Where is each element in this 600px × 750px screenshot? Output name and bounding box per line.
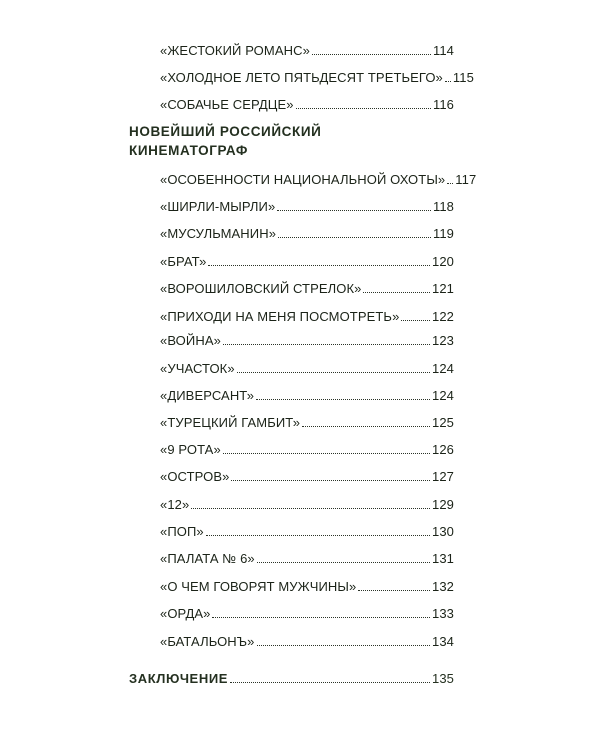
toc-entry-page: 117: [455, 172, 477, 187]
toc-entry-title: «9 РОТА»: [160, 442, 221, 457]
leader-dots: [208, 265, 430, 266]
toc-entry-title: «БАТАЛЬОНЪ»: [160, 634, 255, 649]
toc-entry-title: «ОРДА»: [160, 606, 211, 621]
leader-dots: [257, 562, 430, 563]
leader-dots: [212, 617, 430, 618]
leader-dots: [277, 210, 431, 211]
leader-dots: [223, 344, 430, 345]
toc-entry-page: 125: [432, 415, 454, 430]
toc-entry-page: 131: [432, 551, 454, 566]
toc-entry-page: 118: [432, 199, 454, 214]
toc-entry: [160, 606, 454, 622]
section-heading-line: КИНЕМАТОГРАФ: [129, 143, 249, 158]
toc-entry-page: 116: [432, 97, 454, 112]
toc-entry-page: 132: [432, 579, 454, 594]
leader-dots: [278, 237, 431, 238]
section-heading: [129, 122, 321, 160]
toc-entry-page: 127: [432, 469, 454, 484]
toc-entry-conclusion: [129, 671, 454, 687]
toc-entry-title: «ХОЛОДНОЕ ЛЕТО ПЯТЬДЕСЯТ ТРЕТЬЕГО»: [160, 70, 443, 85]
toc-entry-page: 119: [432, 226, 454, 241]
toc-entry-title: «ЖЕСТОКИЙ РОМАНС»: [160, 43, 310, 58]
toc-entry-page: 126: [432, 442, 454, 457]
leader-dots: [312, 54, 431, 55]
leader-dots: [256, 399, 430, 400]
leader-dots: [191, 508, 430, 509]
toc-entry-page: 122: [432, 309, 454, 324]
toc-entry-page: 124: [432, 388, 454, 403]
leader-dots: [296, 108, 431, 109]
leader-dots: [231, 480, 430, 481]
toc-entry-page: 135: [432, 671, 454, 686]
toc-entry-title: «ВОРОШИЛОВСКИЙ СТРЕЛОК»: [160, 281, 362, 296]
toc-entry-title: «О ЧЕМ ГОВОРЯТ МУЖЧИНЫ»: [160, 579, 357, 594]
toc-entry-title: «ДИВЕРСАНТ»: [160, 388, 255, 403]
toc-entry: [160, 97, 454, 113]
toc-entry-page: 130: [432, 524, 454, 539]
toc-entry-title: «ПРИХОДИ НА МЕНЯ ПОСМОТРЕТЬ»: [160, 309, 400, 324]
toc-entry: [160, 226, 454, 242]
toc-entry-title: «СОБАЧЬЕ СЕРДЦЕ»: [160, 97, 294, 112]
toc-entry-page: 133: [432, 606, 454, 621]
toc-entry: [160, 309, 454, 325]
toc-entry-title: «УЧАСТОК»: [160, 361, 235, 376]
toc-entry-title: «ОСТРОВ»: [160, 469, 230, 484]
toc-entry-page: 121: [432, 281, 454, 296]
toc-entry-title: ЗАКЛЮЧЕНИЕ: [129, 671, 229, 686]
toc-entry-title: «ВОЙНА»: [160, 333, 221, 348]
toc-entry: [160, 634, 454, 650]
leader-dots: [237, 372, 430, 373]
toc-entry-page: 114: [432, 43, 454, 58]
toc-entry-page: 129: [432, 497, 454, 512]
toc-entry: [160, 333, 454, 349]
section-heading-line: НОВЕЙШИЙ РОССИЙСКИЙ: [129, 124, 322, 139]
leader-dots: [445, 81, 451, 82]
leader-dots: [302, 426, 430, 427]
toc-entry-title: «12»: [160, 497, 190, 512]
toc-entry-title: «ОСОБЕННОСТИ НАЦИОНАЛЬНОЙ ОХОТЫ»: [160, 172, 446, 187]
toc-entry: [160, 199, 454, 215]
leader-dots: [223, 453, 430, 454]
toc-entry: [160, 524, 454, 540]
toc-entry: [160, 388, 454, 404]
toc-entry-page: 115: [452, 70, 474, 85]
toc-entry-page: 134: [432, 634, 454, 649]
leader-dots: [358, 590, 430, 591]
leader-dots: [206, 535, 430, 536]
toc-entry: [160, 70, 474, 86]
toc-entry: [160, 281, 454, 297]
toc-entry: [160, 442, 454, 458]
leader-dots: [257, 645, 431, 646]
toc-entry: [160, 254, 454, 270]
toc-entry: [160, 579, 454, 595]
toc-entry: [160, 551, 454, 567]
toc-entry-page: 120: [432, 254, 454, 269]
toc-entry-title: «ПАЛАТА № 6»: [160, 551, 255, 566]
toc-entry: [160, 361, 454, 377]
toc-entry-title: «БРАТ»: [160, 254, 207, 269]
toc-entry: [160, 415, 454, 431]
toc-entry: [160, 43, 454, 59]
toc-entry-title: «МУСУЛЬМАНИН»: [160, 226, 277, 241]
toc-entry-title: «ТУРЕЦКИЙ ГАМБИТ»: [160, 415, 301, 430]
leader-dots: [230, 682, 430, 683]
leader-dots: [363, 292, 430, 293]
leader-dots: [401, 320, 430, 321]
toc-entry-page: 123: [432, 333, 454, 348]
toc-entry: [160, 497, 454, 513]
toc-entry-page: 124: [432, 361, 454, 376]
toc-entry-title: «ШИРЛИ-МЫРЛИ»: [160, 199, 276, 214]
leader-dots: [447, 183, 453, 184]
toc-entry: [160, 469, 454, 485]
toc-entry: [160, 172, 477, 188]
toc-entry-title: «ПОП»: [160, 524, 204, 539]
